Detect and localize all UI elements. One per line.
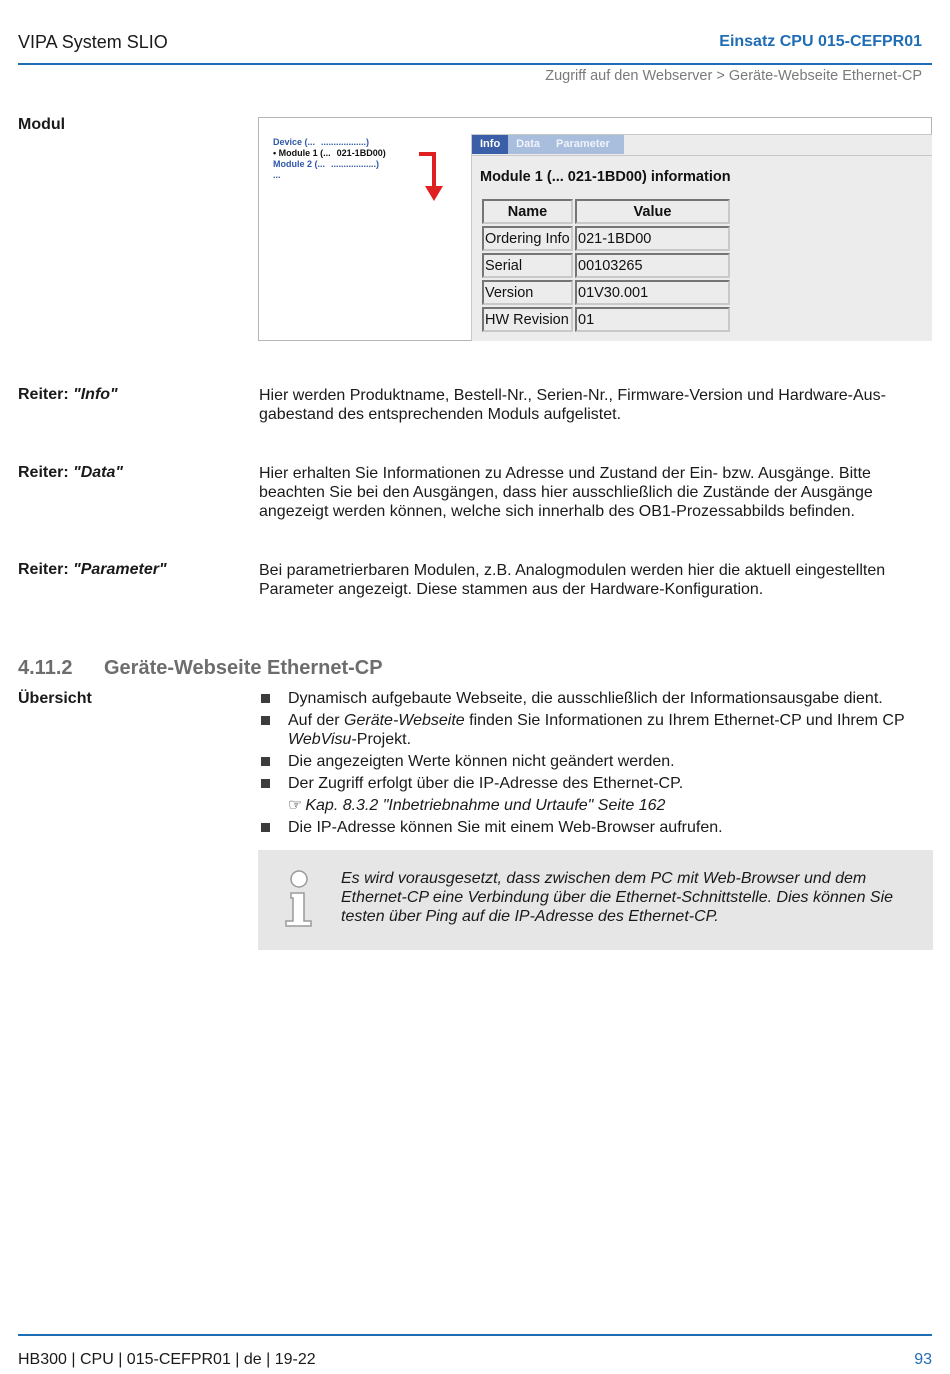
page-number: 93 (914, 1351, 932, 1368)
list-item-emphasis: WebVisu (288, 731, 352, 748)
square-bullet-icon (261, 716, 270, 725)
list-item (259, 689, 931, 708)
reiter-info-text: Hier werden Produktname, Bestell-Nr., Serien-Nr., Firmware-Version und Hardware-Aus- gabestand des entsprechenden Moduls aufgelistet. (259, 387, 886, 423)
reiter-data-label (18, 464, 123, 482)
note-text: Es wird vorausgesetzt, dass zwischen dem PC mit Web-Browser und dem Ethernet-CP eine Verbindung über die Ethernet-Schnittstelle. Dies können Sie testen über Ping auf die IP-Adresse des Ethernet-CP. (341, 870, 894, 925)
info-panel (471, 134, 932, 341)
breadcrumb: Zugriff auf den Webserver > Geräte-Webseite Ethernet-CP (545, 68, 922, 84)
overview-label: Übersicht (18, 690, 92, 707)
cross-reference-text: Kap. 8.3.2 "Inbetriebnahme und Urtaufe" Seite 162 (305, 797, 666, 814)
table-cell: 00103265 (575, 253, 730, 278)
tree-item-value: ..................) (331, 159, 380, 169)
reiter-info-label (18, 386, 118, 404)
table-cell: 021-1BD00 (575, 226, 730, 251)
list-item-text: Die angezeigten Werte können nicht geändert werden. (288, 753, 675, 770)
tab-underline (472, 155, 932, 156)
tree-item-name: Module 1 (... (278, 148, 331, 158)
square-bullet-icon (261, 757, 270, 766)
list-item-emphasis: Geräte-Webseite (344, 712, 465, 729)
table-cell: 01 (575, 307, 730, 332)
table-row (482, 280, 730, 305)
square-bullet-icon (261, 823, 270, 832)
reiter-prefix: Reiter: (18, 561, 69, 578)
list-item-text: Der Zugriff erfolgt über die IP-Adresse des Ethernet-CP. (288, 775, 684, 792)
tree-item-name: Device (... (273, 137, 316, 147)
footer-doc-id: HB300 | CPU | 015-CEFPR01 | de | 19-22 (18, 1351, 316, 1368)
tree-item-name: ... (273, 170, 281, 180)
table-row (482, 307, 730, 332)
red-arrow-icon (417, 152, 447, 204)
list-item-text: finden Sie Informationen zu Ihrem Ethernet-CP und Ihrem CP (464, 712, 905, 729)
header-divider (18, 63, 932, 65)
section-title: Geräte-Webseite Ethernet-CP (104, 657, 383, 679)
reiter-parameter-label (18, 561, 167, 579)
note-box (258, 850, 933, 950)
table-cell: HW Revision (482, 307, 573, 332)
reiter-prefix: Reiter: (18, 386, 69, 403)
tab-data[interactable]: Data (508, 135, 548, 154)
web-screenshot (258, 117, 932, 341)
table-header-row (482, 199, 730, 224)
tab-parameter[interactable]: Parameter (548, 135, 624, 154)
tree-item-module-1[interactable] (273, 148, 386, 159)
list-item-text: Auf der (288, 712, 345, 729)
footer-divider (18, 1334, 932, 1336)
bullet-icon: • (273, 148, 279, 158)
info-table (480, 197, 732, 334)
cross-reference-link[interactable] (259, 796, 931, 815)
tree-item-more[interactable] (273, 170, 386, 181)
reiter-name: "Parameter" (73, 561, 167, 578)
list-item (259, 711, 931, 749)
list-item-text: Die IP-Adresse können Sie mit einem Web-Browser aufrufen. (288, 819, 723, 836)
reiter-name: "Info" (73, 386, 118, 403)
tree-item-name: Module 2 (... (273, 159, 326, 169)
table-cell: Ordering Info (482, 226, 573, 251)
tree-item-module-2[interactable] (273, 159, 386, 170)
info-icon (281, 868, 317, 928)
header-product: VIPA System SLIO (18, 32, 168, 52)
list-item (259, 752, 931, 771)
square-bullet-icon (261, 694, 270, 703)
table-cell: 01V30.001 (575, 280, 730, 305)
reiter-data-text: Hier erhalten Sie Informationen zu Adresse und Zustand der Ein- bzw. Ausgänge. Bitte beachten Sie bei den Ausgängen, dass hier ausschließlich die Zustände der Ausgänge angezeigt werden können, welche sich innerhalb des OB1-Prozessabbilds befinden. (259, 465, 873, 520)
modul-label: Modul (18, 116, 66, 133)
tab-bar (472, 135, 624, 155)
square-bullet-icon (261, 779, 270, 788)
list-item-text: -Projekt. (351, 731, 412, 748)
table-row (482, 253, 730, 278)
tree-item-value: ..................) (321, 137, 370, 147)
tab-info[interactable]: Info (472, 135, 508, 154)
table-row (482, 226, 730, 251)
column-header-name: Name (482, 199, 573, 224)
module-tree (273, 137, 386, 181)
reiter-prefix: Reiter: (18, 464, 69, 481)
list-item-text: Dynamisch aufgebaute Webseite, die ausschließlich der Informationsausgabe dient. (288, 690, 883, 707)
list-item (259, 774, 931, 793)
reiter-name: "Data" (73, 464, 123, 481)
overview-list (259, 689, 931, 840)
tree-item-value: 021-1BD00) (336, 148, 386, 158)
hand-pointer-icon: ☞ (288, 797, 303, 814)
table-cell: Version (482, 280, 573, 305)
table-cell: Serial (482, 253, 573, 278)
column-header-value: Value (575, 199, 730, 224)
section-number: 4.11.2 (18, 657, 73, 679)
tree-item-device[interactable] (273, 137, 386, 148)
reiter-parameter-text: Bei parametrierbaren Modulen, z.B. Analogmodulen werden hier die aktuell eingestellten Parameter angezeigt. Diese stammen aus der Hardware-Konfiguration. (259, 562, 886, 598)
header-chapter: Einsatz CPU 015-CEFPR01 (719, 33, 922, 50)
list-item (259, 818, 931, 837)
info-title: Module 1 (... 021-1BD00) information (480, 169, 731, 185)
